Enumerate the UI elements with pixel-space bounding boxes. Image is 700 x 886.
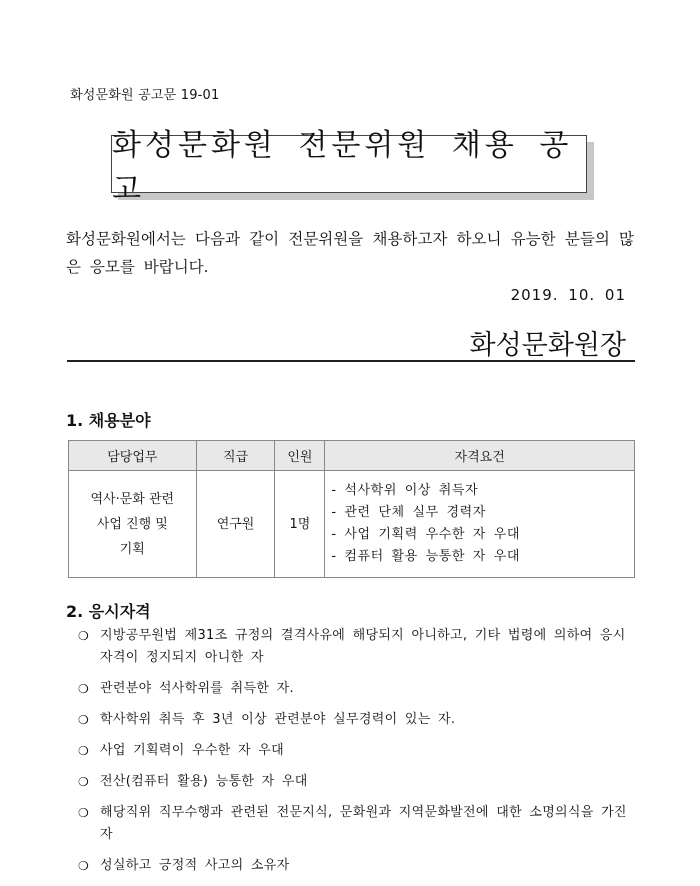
qualification-item: - 석사학위 이상 취득자 <box>331 483 479 498</box>
list-item-text: 전산(컴퓨터 활용) 능통한 자 우대 <box>100 774 308 789</box>
section-2-title: 2. 응시자격 <box>66 602 151 621</box>
header-duty: 담당업무 <box>69 441 197 471</box>
recruitment-table <box>68 440 635 578</box>
list-item-text: 성실하고 긍정적 사고의 소유자 <box>100 858 290 873</box>
qualification-item: - 컴퓨터 활용 능통한 자 우대 <box>331 549 521 564</box>
document-number: 화성문화원 공고문 19-01 <box>70 88 220 103</box>
list-item <box>78 740 638 762</box>
circle-bullet-icon: ❍ <box>78 806 89 820</box>
table-row <box>69 471 635 578</box>
header-rank: 직급 <box>196 441 275 471</box>
list-item-text: 학사학위 취득 후 3년 이상 관련분야 실무경력이 있는 자. <box>100 712 456 727</box>
list-item <box>78 855 638 877</box>
duty-line: 기획 <box>119 541 145 557</box>
circle-bullet-icon: ❍ <box>78 682 89 696</box>
header-count: 인원 <box>275 441 325 471</box>
section-1-title: 1. 채용분야 <box>66 411 151 430</box>
header-divider <box>67 360 635 362</box>
list-item-text: 해당직위 직무수행과 관련된 전문지식, 문화원과 지역문화발전에 대한 소명의식을 가진 자 <box>100 805 627 842</box>
circle-bullet-icon: ❍ <box>78 775 89 789</box>
circle-bullet-icon: ❍ <box>78 859 89 873</box>
list-item-text: 사업 기획력이 우수한 자 우대 <box>100 743 285 758</box>
qualification-item: - 사업 기획력 우수한 자 우대 <box>331 527 521 542</box>
qualification-item: - 관련 단체 실무 경력자 <box>331 505 486 520</box>
cell-count: 1명 <box>275 471 325 578</box>
list-item <box>78 802 638 846</box>
list-item-text: 관련분야 석사학위를 취득한 자. <box>100 681 294 696</box>
cell-duty <box>69 471 197 578</box>
circle-bullet-icon: ❍ <box>78 744 89 758</box>
table-header-row <box>69 441 635 471</box>
eligibility-list <box>78 625 638 886</box>
list-item <box>78 771 638 793</box>
announcement-date: 2019. 10. 01 <box>510 286 626 304</box>
circle-bullet-icon: ❍ <box>78 713 89 727</box>
duty-line: 역사·문화 관련 <box>90 491 175 507</box>
intro-paragraph: 화성문화원에서는 다음과 같이 전문위원을 채용하고자 하오니 유능한 분들의 많은 응모를 바랍니다. <box>66 230 634 276</box>
header-qualifications: 자격요건 <box>325 441 635 471</box>
page-title: 화성문화원 전문위원 채용 공고 <box>111 135 587 193</box>
cell-rank: 연구원 <box>196 471 275 578</box>
cell-qualifications <box>325 471 635 578</box>
circle-bullet-icon: ❍ <box>78 629 89 643</box>
list-item <box>78 678 638 700</box>
title-banner <box>111 128 587 207</box>
list-item <box>78 625 638 669</box>
list-item <box>78 709 638 731</box>
issuer-name: 화성문화원장 <box>469 330 626 361</box>
list-item-text: 지방공무원법 제31조 규정의 결격사유에 해당되지 아니하고, 기타 법령에 의하여 응시자격이 정지되지 아니한 자 <box>100 628 626 665</box>
duty-line: 사업 진행 및 <box>96 516 168 532</box>
